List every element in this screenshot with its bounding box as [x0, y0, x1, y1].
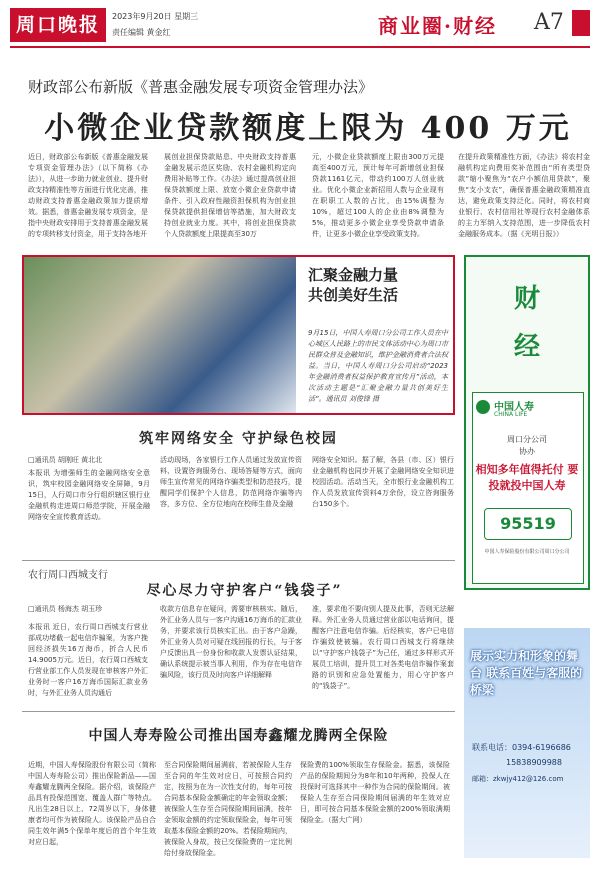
photo-story-title-line-1: 汇聚金融力量: [308, 266, 399, 284]
newspaper-logo: 周口晚报: [10, 8, 106, 42]
china-life-hotline: 95519: [484, 508, 572, 540]
china-life-english-name: CHINA LIFE: [494, 411, 528, 418]
china-life-cooperation: 协办: [519, 447, 535, 456]
article1-column-3: 元，小微企业贷款额度上限由300万元提高至400万元，预计每年可新增创业担保贷款1161亿元，带动约100万人创业就业。优化小微企业新招用人数与企业现有在职职工人数的占比，由15%调整为10%，超过100人的企业由8%调整为5%，推动更多小微企业享受贷款申请条件，让更多小微企业享受政策支持。: [312, 153, 444, 238]
article2-column-2: 活动现场，各家银行工作人员通过发放宣传资料、设置咨询服务台、现场答疑等方式，面向师生宣传常见的网络诈骗类型和防范技巧，提醒同学们保护个人信息，防范网络诈骗等内容，多方位、全方位地向在校师生普及金融: [160, 456, 302, 508]
recruit-ad-slogan: 展示实力和形象的舞台 联系百姓与客服的桥梁: [470, 649, 583, 697]
article3-column-2: 收款方信息存在疑问，需要审核核实。随后，外汇业务人员与一客户沟通16万海币的汇款业务，并要求该行员核实汇出。由于客户急躁，外汇业务人员对可疑在线回报的行长，与于客户反馈出具一份身份和收款人发票认证结果，确认系统提示被当事人利用，作为存在电信诈骗风险，该行员及时向客户详细解释: [160, 605, 302, 679]
finance-label-1: 财: [513, 284, 540, 314]
article2-byline: □通讯员 胡刚旺 黄北北: [28, 456, 103, 464]
page-number: A7: [534, 10, 564, 35]
photo-story-title: [308, 265, 398, 305]
china-life-footer: 中国人寿保险股份有限公司周口分公司: [484, 549, 570, 555]
recruit-ad-mobile: 15838909988: [506, 758, 562, 767]
china-life-name: 中国人寿: [494, 402, 534, 413]
section-divider: [22, 560, 455, 561]
article2-headline: 筑牢网络安全 守护绿色校园: [139, 431, 338, 447]
article2-column-1: 本报讯 为增强师生的金融网络安全意识，筑牢校园金融网络安全屏障，9月15日，人行周口市分行组织辖区银行业金融机构走进周口师范学院，开展金融网络安全宣传教育活动。: [28, 469, 150, 521]
masthead-rule: [10, 46, 590, 48]
article1-column-4: 在提升政策精准性方面，《办法》将农村金融机构定向费用奖补范围由“所有类型贷款”缩小聚焦为“农户小额信用贷款”，聚焦“支小支农”，确保普惠金融政策精准直达，避免政策支持泛化。同时，将农村商业银行、农村信用社等现行农村金融体系的主力军纳入支持范围，进一步降低农村金融服务成本。（据《光明日报》）: [458, 153, 590, 238]
page-tab-marker: [572, 10, 590, 36]
article3-column-1: 本报讯 近日，农行周口西城支行营业部成功堵截一起电信诈骗案，为客户挽回经济损失16万海币，折合人民币14.9005万元。近日，农行周口西城支行营业部工作人员发现在审核客户外汇业务时一客户16万海币国际汇款业务时，与外汇业务人员沟通后: [28, 623, 148, 697]
article4-column-3: 保险费的100%领取生存保险金。据悉，该保险产品的保险期间分为8年和10年两种，投保人在投保时可选择其中一种作为合同的保险期间。被保险人生存至合同保险期间届满的年生效对应日，即可按合同基本保险金额的200%领取满期保险金。（据大广网）: [300, 761, 450, 824]
article3-headline: 尽心尽力守护客户“钱袋子”: [146, 583, 343, 599]
article3-byline: □通讯员 杨海杰 胡玉珍: [28, 605, 103, 613]
photo-story-title-line-2: 共创美好生活: [308, 286, 399, 304]
issue-date: 2023年9月20日 星期三: [112, 12, 199, 21]
article1-column-1: 近日，财政部公布新版《普惠金融发展专项资金管理办法》（以下简称《办法》），从进一步助力就业创业、提升财政支持精准性等方面进行优化完善，推动财政支持普惠金融政策加力提质增效。据悉，普惠金融发展专项资金，是指中央财政安排用于支持普惠金融发展的专项转移支付资金，用于支持各地开: [28, 153, 148, 238]
article4-column-1: 近期，中国人寿保险股份有限公司（简称中国人寿寿险公司）推出保险新品——国寿鑫耀龙腾两全保险。据介绍，该保险产品具有投保范围宽、覆盖人群广等特点。凡出生28日以上、72周岁以下，身体健康者均可作为被保险人。该保险产品自合同生效年满5个保单年度后的首个年生效对应日起，: [28, 761, 156, 846]
article2-column-3: 网络安全知识。据了解，各县（市、区）银行业金融机构也同步开展了金融网络安全知识进校园活动。活动当天，全市银行业金融机构工作人员发放宣传资料4万余份，设立咨询服务台150多个。: [312, 456, 454, 508]
article1-column-2: 展创业担保贷款贴息、中央财政支持普惠金融发展示范区奖励、农村金融机构定向费用补贴等工作。《办法》通过提高创业担保贷款额度上限、放宽小微企业贷款申请条件、引入政府性融资担保机构为创业担保贷款提供担保增信等措施，加大财政支持创业就业力度。其中，将创业担保贷款个人贷款额度上限提高至30万: [164, 153, 296, 238]
section-title: 商业圈·财经: [378, 14, 497, 38]
section-divider-2: [22, 711, 455, 712]
finance-label-2: 经: [513, 332, 540, 362]
article1-kicker: 财政部公布新版《普惠金融发展专项资金管理办法》: [28, 78, 374, 96]
news-photo: [24, 257, 296, 413]
article3-column-3: 准，要求他不要向别人提及此事，否则无法解释。外汇业务人员通过营业部以电话询问，提醒客户注意电信诈骗。后经核实，客户已电信诈骗致使被骗。农行周口西城支行将继续以“守护客户钱袋子”为己任，通过多样形式开展员工培训，提升员工对各类电信诈骗作案套路的识别和应急处置能力，用心守护客户的“钱袋子”。: [312, 605, 454, 690]
china-life-logo-icon: [476, 400, 490, 414]
article4-column-2: 至合同保险期间届满前，若被保险人生存至合同的年生效对应日，可按照合同约定，按照为在为一次性支付的，每年可按合同基本保险金额确定的年金领取金额；被保险人生存至合同保险期间届满，按年金领取金额的约定领取保险金，每年可领取基本保险金额的20%。若保险期间内，被保险人身故，按已交保险费的一定比例给付身故保险金。: [164, 761, 292, 857]
recruit-ad-email: 邮箱：zkwjy412@126.com: [472, 775, 564, 783]
article1-headline: 小微企业贷款额度上限为 400 万元: [44, 111, 572, 146]
china-life-branch: 周口分公司: [507, 435, 547, 444]
china-life-slogan: 相知多年值得托付 要投就投中国人寿: [475, 463, 579, 492]
photo-caption: 9月15日，中国人寿周口分公司工作人员在中心城区人民路上的市民文体活动中心为周口市民群众普及金融知识，维护金融消费者合法权益。当日，中国人寿周口分公司启动“2023年金融消费者权益保护教育宣传月”活动，本次活动主题是“汇聚金融力量共创美好生活”。通讯员 刘俊锋 摄: [308, 329, 448, 403]
article4-headline: 中国人寿寿险公司推出国寿鑫耀龙腾两全保险: [88, 728, 389, 744]
editor-credits: 责任编辑 黄金红: [112, 28, 171, 37]
article3-kicker: 农行周口西城支行: [28, 570, 108, 581]
recruit-ad-phone: 联系电话：0394-6196686: [472, 743, 571, 752]
